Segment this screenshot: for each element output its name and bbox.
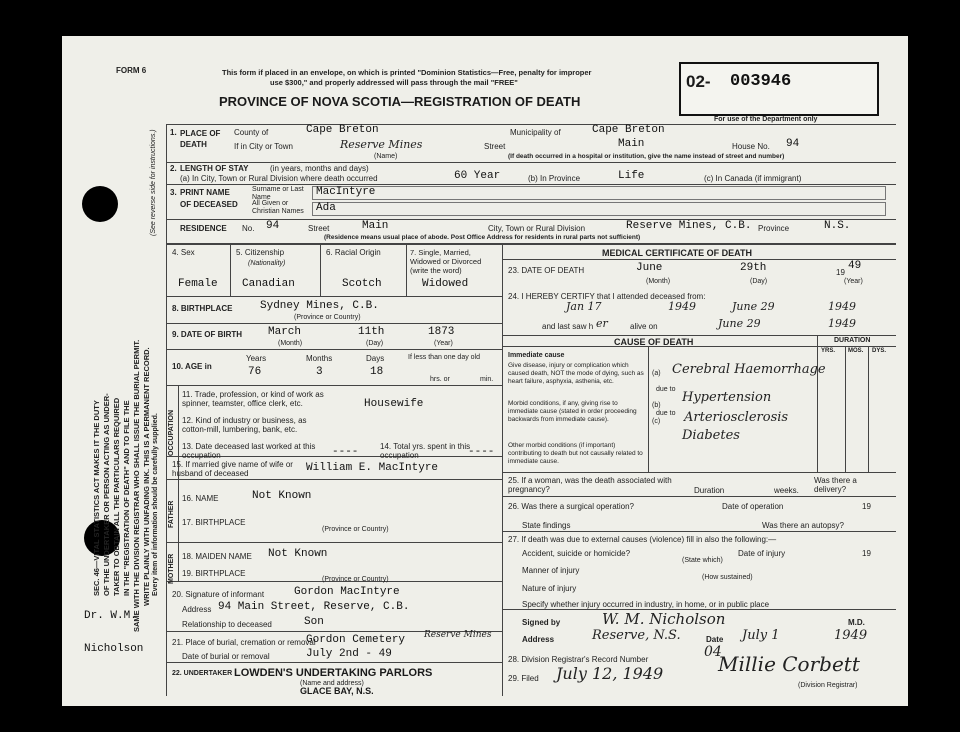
informant-sig-label: 20. Signature of informant bbox=[172, 590, 265, 599]
dod-year-prefix: 19 bbox=[836, 268, 845, 277]
burial-date-label: Date of burial or removal bbox=[182, 652, 270, 661]
surname-label: Surname or Last Name bbox=[252, 186, 304, 201]
informant-sig: Gordon MacIntyre bbox=[294, 586, 400, 598]
mailing-notice-1: This form if placed in an envelope, on which is printed "Dominion Statistics—Free, penalty for improper bbox=[222, 68, 592, 77]
spouse-label: 15. If married give name of wife or husband of deceased bbox=[172, 460, 293, 478]
age-days: 18 bbox=[370, 366, 384, 378]
morbid-label: Morbid conditions, if any, giving rise to immediate cause (stated in order proceeding backwards from immediate cause). bbox=[508, 400, 637, 423]
residence-city: Reserve Mines, C.B. bbox=[626, 220, 752, 232]
hospital-note: (If death occurred in a hospital or institution, give the name instead of street and number) bbox=[508, 153, 785, 160]
burial-place-hand: Reserve Mines bbox=[424, 630, 492, 640]
q14-label: 14. Total yrs. spent in this occupation bbox=[380, 442, 471, 460]
county-label: County of bbox=[234, 128, 269, 137]
cause-a: Cerebral Haemorrhage bbox=[672, 362, 826, 377]
birthplace-value: Sydney Mines, C.B. bbox=[260, 300, 379, 312]
origin-value: Scotch bbox=[342, 278, 382, 290]
dob-year: 1873 bbox=[428, 326, 455, 338]
stay-a-label: (a) In City, Town or Rural Division where death occurred bbox=[180, 174, 378, 183]
other-label: Other morbid conditions (if important) contributing to death but not causally related to immediate cause. bbox=[508, 442, 643, 465]
q29-label: 29. Filed bbox=[508, 674, 539, 683]
margin-text-6: WRITE PLAINLY WITH UNFADING INK. THIS IS A PERMANENT RECORD. bbox=[142, 347, 151, 606]
specify-label: Specify whether injury occurred in industry, in home, or in public place bbox=[522, 600, 770, 609]
attended-from: Jan 17 bbox=[566, 300, 602, 313]
q13-label: 13. Date deceased last worked at this occupation bbox=[182, 442, 316, 460]
sign-address-hand: Reserve, N.S. bbox=[592, 628, 681, 643]
residence-city-label: City, Town or Rural Division bbox=[488, 224, 586, 233]
given-value: Ada bbox=[316, 202, 336, 214]
stay-sub: (in years, months and days) bbox=[270, 164, 369, 173]
father-name: Not Known bbox=[252, 490, 312, 502]
margin-text-8: (See reverse side for instructions.) bbox=[150, 129, 157, 236]
sign-date-year: 1949 bbox=[834, 628, 868, 643]
margin-text-3: TAKER TO OBTAIN ALL THE PARTICULARS REQUIRED bbox=[112, 397, 121, 596]
stay-a-value: 60 Year bbox=[454, 170, 501, 182]
q12-label: 12. Kind of industry or business, as cotton-mill, lumbering, bank, etc. bbox=[182, 416, 307, 434]
q11-label: 11. Trade, profession, or kind of work as spinner, teamster, office clerk, etc. bbox=[182, 390, 324, 408]
residence-street: Main bbox=[362, 220, 389, 232]
burial-place-label: 21. Place of burial, cremation or removal bbox=[172, 638, 316, 647]
q14-value: ---- bbox=[468, 446, 495, 458]
attended-to: June 29 bbox=[732, 300, 775, 313]
county-value: Cape Breton bbox=[306, 124, 379, 136]
dod-day-sub: (Day) bbox=[750, 278, 768, 285]
last-saw-hand: er bbox=[596, 317, 608, 330]
signed-by-hand: W. M. Nicholson bbox=[602, 610, 726, 628]
department-use-only: For use of the Department only bbox=[714, 116, 818, 123]
min-label: min. bbox=[480, 376, 494, 383]
residence-label: RESIDENCE bbox=[180, 224, 227, 233]
citizenship-value: Canadian bbox=[242, 278, 295, 290]
filed-hand: July 12, 1949 bbox=[556, 664, 664, 683]
mother-side-label: MOTHER bbox=[168, 553, 175, 584]
duration-title: DURATION bbox=[834, 337, 871, 344]
name-label-1: PRINT NAME bbox=[180, 188, 230, 197]
physician-name-line2: Nicholson bbox=[84, 643, 144, 655]
date-injury-label: Date of injury bbox=[738, 549, 786, 558]
date-op-19: 19 bbox=[862, 502, 871, 511]
relation-value: Son bbox=[304, 616, 324, 628]
alive-on-date: June 29 bbox=[718, 317, 761, 330]
city-label: If in City or Town bbox=[234, 142, 293, 151]
sex-value: Female bbox=[178, 278, 218, 290]
registrar-signature: Millie Corbett bbox=[718, 652, 860, 676]
residence-street-label: Street bbox=[308, 224, 330, 233]
place-num: 1. bbox=[170, 128, 177, 137]
registrar-label: (Division Registrar) bbox=[798, 682, 858, 689]
stay-label: LENGTH OF STAY bbox=[180, 164, 249, 173]
municipality-label: Municipality of bbox=[510, 128, 561, 137]
date-injury-19: 19 bbox=[862, 549, 871, 558]
death-registration-form bbox=[62, 36, 908, 706]
state-which: (State which) bbox=[682, 557, 723, 564]
sign-address-label: Address bbox=[522, 635, 555, 644]
dod-month: June bbox=[636, 262, 663, 274]
surname-value: MacIntyre bbox=[316, 186, 376, 198]
signed-by-label: Signed by bbox=[522, 618, 561, 627]
stay-b-value: Life bbox=[618, 170, 645, 182]
street-label: Street bbox=[484, 142, 506, 151]
house-label: House No. bbox=[732, 142, 770, 151]
cause-c: Arteriosclerosis bbox=[684, 410, 789, 425]
punch-hole-top bbox=[82, 186, 118, 222]
informant-address-label: Address bbox=[182, 605, 212, 614]
record-number-hand: 04 bbox=[704, 644, 722, 660]
residence-province-label: Province bbox=[758, 224, 790, 233]
attended-from-year: 1949 bbox=[668, 300, 696, 313]
dys-label: DYS. bbox=[872, 348, 887, 354]
state-findings-label: State findings bbox=[522, 521, 571, 530]
burial-place: Gordon Cemetery bbox=[306, 634, 406, 646]
accident-label: Accident, suicide or homicide? bbox=[522, 549, 631, 558]
name-caption: (Name) bbox=[374, 153, 398, 160]
due-to-2: due to bbox=[656, 410, 676, 417]
surname-box bbox=[312, 186, 886, 200]
residence-no: 94 bbox=[266, 220, 280, 232]
margin-text-1: SEC. 46—VITAL STATISTICS ACT MAKES IT THE DUTY bbox=[92, 400, 101, 596]
stay-b-label: (b) In Province bbox=[528, 174, 581, 183]
dob-label: 9. DATE OF BIRTH bbox=[172, 330, 243, 339]
municipality-value: Cape Breton bbox=[592, 124, 665, 136]
marital-value: Widowed bbox=[422, 278, 469, 290]
due-to-1: due to bbox=[656, 386, 676, 393]
mother-birthplace-label: 19. BIRTHPLACE bbox=[182, 569, 246, 578]
name-num: 3. bbox=[170, 188, 177, 197]
attended-to-year: 1949 bbox=[828, 300, 856, 313]
physician-name-line1: Dr. W.M. bbox=[84, 610, 137, 622]
medical-title: MEDICAL CERTIFICATE OF DEATH bbox=[602, 248, 752, 258]
manner-label: Manner of injury bbox=[522, 566, 580, 575]
less-day-label: If less than one day old bbox=[408, 354, 480, 361]
age-years-label: Years bbox=[246, 354, 267, 363]
stay-num: 2. bbox=[170, 164, 177, 173]
dob-year-sub: (Year) bbox=[434, 340, 453, 347]
form-title: PROVINCE OF NOVA SCOTIA—REGISTRATION OF DEATH bbox=[219, 94, 581, 109]
immediate-desc: Give disease, injury or complication which caused death, NOT the mode of dying, such as heart failure, asphyxia, asthenia, etc. bbox=[508, 362, 644, 385]
father-birthplace-sub: (Province or Country) bbox=[322, 526, 389, 533]
citizenship-sub: (Nationality) bbox=[248, 260, 286, 267]
place-label: PLACE OF DEATH bbox=[180, 129, 221, 149]
father-name-label: 16. NAME bbox=[182, 494, 219, 503]
alive-on-year: 1949 bbox=[828, 317, 856, 330]
age-years: 76 bbox=[248, 366, 262, 378]
street-value: Main bbox=[618, 138, 645, 150]
spouse-value: William E. MacIntyre bbox=[306, 462, 439, 474]
burial-date: July 2nd - 49 bbox=[306, 648, 392, 660]
cause-d: Diabetes bbox=[682, 428, 740, 443]
dob-month-sub: (Month) bbox=[278, 340, 303, 347]
citizenship-label: 5. Citizenship bbox=[236, 248, 285, 257]
sign-date-hand: July 1 bbox=[742, 628, 780, 643]
how-sustained: (How sustained) bbox=[702, 574, 753, 581]
dob-day: 11th bbox=[358, 326, 385, 338]
alive-on-label: alive on bbox=[630, 322, 658, 331]
marital-label: 7. Single, Married, Widowed or Divorced (write the word) bbox=[410, 248, 482, 275]
cause-c-marker: (c) bbox=[652, 418, 661, 425]
given-label: All Given or Christian Names bbox=[252, 200, 304, 215]
city-value: Reserve Mines bbox=[340, 138, 423, 151]
father-birthplace-label: 17. BIRTHPLACE bbox=[182, 518, 246, 527]
duration-label: Duration bbox=[694, 486, 725, 495]
residence-note: (Residence means usual place of abode. Post Office Address for residents in rural parts not sufficient) bbox=[324, 234, 641, 241]
hrs-label: hrs. or bbox=[430, 376, 450, 383]
father-side-label: FATHER bbox=[168, 500, 175, 528]
md-label: M.D. bbox=[848, 618, 865, 627]
occupation-side-label: OCCUPATION bbox=[168, 409, 175, 456]
dob-day-sub: (Day) bbox=[366, 340, 384, 347]
sign-date-label: Date bbox=[706, 635, 724, 644]
given-box bbox=[312, 202, 886, 216]
certify-label: 24. I HEREBY CERTIFY that I attended deceased from: bbox=[508, 292, 706, 301]
undertaker-name: LOWDEN'S UNDERTAKING PARLORS bbox=[234, 667, 433, 679]
relation-label: Relationship to deceased bbox=[182, 620, 272, 629]
q26-label: 26. Was there a surgical operation? bbox=[508, 502, 634, 511]
margin-text-4: IN THE "REGISTRATION OF DEATH" AND TO FILE THE bbox=[122, 400, 131, 596]
dod-label: 23. DATE OF DEATH bbox=[508, 266, 585, 275]
nature-label: Nature of injury bbox=[522, 584, 577, 593]
sex-label: 4. Sex bbox=[172, 248, 195, 257]
date-op-label: Date of operation bbox=[722, 502, 784, 511]
birthplace-sub: (Province or Country) bbox=[294, 314, 361, 321]
yrs-label: YRS. bbox=[821, 348, 836, 354]
informant-address: 94 Main Street, Reserve, C.B. bbox=[218, 601, 410, 613]
weeks-label: weeks. bbox=[774, 486, 799, 495]
dod-month-sub: (Month) bbox=[646, 278, 671, 285]
dod-year-sub: (Year) bbox=[844, 278, 863, 285]
dod-day: 29th bbox=[740, 262, 767, 274]
birthplace-label: 8. BIRTHPLACE bbox=[172, 304, 233, 313]
q28-label: 28. Division Registrar's Record Number bbox=[508, 655, 649, 664]
dod-year: 49 bbox=[848, 260, 862, 272]
age-days-label: Days bbox=[366, 354, 385, 363]
stay-c-label: (c) In Canada (if immigrant) bbox=[704, 174, 802, 183]
margin-text-5: SAME WITH THE DIVISION REGISTRAR WHO SHALL ISSUE THE BURIAL PERMIT. bbox=[132, 339, 141, 632]
age-label: 10. AGE in bbox=[172, 362, 212, 371]
q27-label: 27. If death was due to external causes (violence) fill in also the following:— bbox=[508, 535, 777, 544]
residence-no-label: No. bbox=[242, 224, 255, 233]
undertaker-label: 22. UNDERTAKER bbox=[172, 670, 233, 677]
immediate-label: Immediate cause bbox=[508, 352, 565, 359]
age-months: 3 bbox=[316, 366, 323, 378]
autopsy-label: Was there an autopsy? bbox=[762, 521, 844, 530]
residence-province: N.S. bbox=[824, 220, 851, 232]
q13-value: ---- bbox=[332, 446, 359, 458]
mother-name: Not Known bbox=[268, 548, 328, 560]
occupation-value: Housewife bbox=[364, 398, 424, 410]
form-number: FORM 6 bbox=[116, 66, 147, 75]
cause-b-marker: (b) bbox=[652, 402, 661, 409]
undertaker-sub: (Name and address) bbox=[300, 680, 364, 687]
undertaker-city: GLACE BAY, N.S. bbox=[300, 686, 374, 696]
name-label-2: OF DECEASED bbox=[180, 200, 238, 209]
registration-number: 003946 bbox=[730, 72, 792, 91]
margin-text-7: Every item of information should be carefully supplied. bbox=[152, 413, 159, 596]
mailing-notice-2: use $300," and properly addressed will pass through the mail "FREE" bbox=[270, 78, 518, 87]
q25-label: 25. If a woman, was the death associated with pregnancy? bbox=[508, 476, 672, 494]
mother-birthplace-sub: (Province or Country) bbox=[322, 576, 389, 583]
cause-a-marker: (a) bbox=[652, 370, 661, 377]
cause-b: Hypertension bbox=[682, 390, 772, 405]
origin-label: 6. Racial Origin bbox=[326, 248, 381, 257]
mos-label: MOS. bbox=[848, 348, 864, 354]
margin-text-2: OF THE UNDERTAKER OR PERSON ACTING AS UNDER- bbox=[102, 393, 111, 596]
last-saw-label: and last saw h bbox=[542, 322, 594, 331]
mother-name-label: 18. MAIDEN NAME bbox=[182, 552, 252, 561]
registration-prefix: 02- bbox=[686, 72, 711, 91]
house-value: 94 bbox=[786, 138, 800, 150]
cause-title: CAUSE OF DEATH bbox=[614, 337, 694, 347]
delivery-label: Was there a delivery? bbox=[814, 476, 857, 494]
age-months-label: Months bbox=[306, 354, 333, 363]
dob-month: March bbox=[268, 326, 302, 338]
